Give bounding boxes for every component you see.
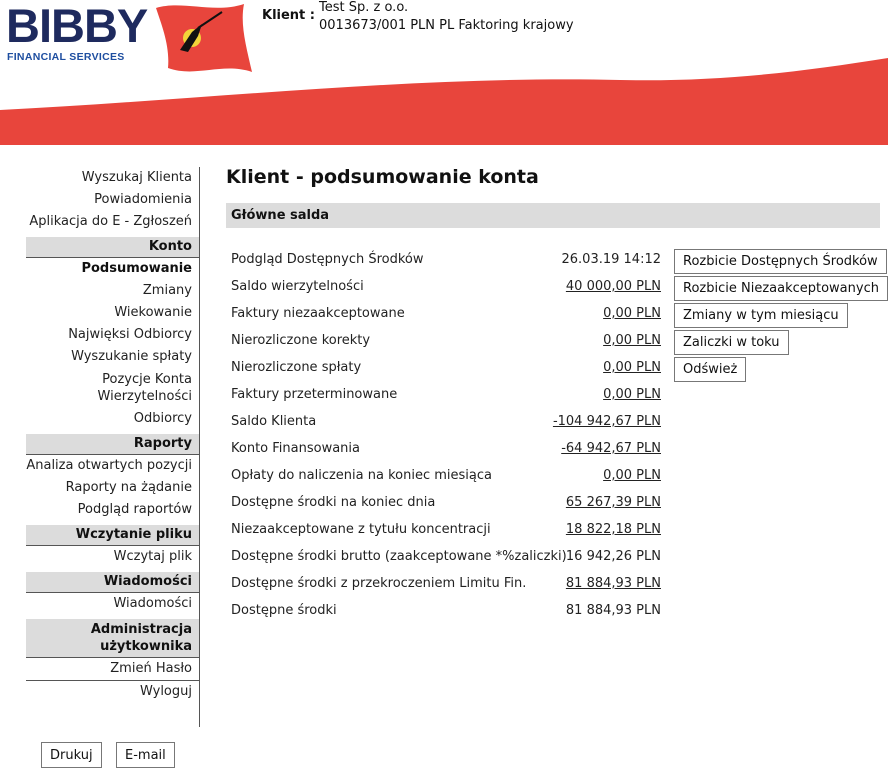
section-title: Główne salda [231,208,330,223]
balance-row [231,491,671,518]
balance-row [231,383,671,410]
balance-value: 81 884,93 PLN [565,603,661,618]
balance-value-link[interactable]: 65 267,39 PLN [565,495,661,510]
balance-value: 16 942,26 PLN [565,549,661,564]
sidebar-item-zmien-haslo[interactable]: Zmień Hasło [110,661,192,676]
changes-this-month-button[interactable]: Zmiany w tym miesiącu [674,303,848,328]
balance-label: Dostępne środki z przekroczeniem Limitu Fin. [231,576,527,591]
balance-label: Niezaakceptowane z tytułu koncentracji [231,522,491,537]
balance-row [231,464,671,491]
balance-row [231,356,671,383]
balance-row [231,275,671,302]
sidebar-item-wyszukanie-splaty[interactable]: Wyszukanie spłaty [71,349,192,364]
sidebar-item-aplikacja[interactable]: Aplikacja do E - Zgłoszeń [29,214,192,229]
client-label: Klient : [262,8,315,23]
sidebar-item-odbiorcy[interactable]: Odbiorcy [133,411,192,426]
balance-value-link[interactable]: 0,00 PLN [603,360,661,375]
balance-value-link[interactable]: 18 822,18 PLN [565,522,661,537]
refresh-button[interactable]: Odśwież [674,357,746,382]
balance-value: 26.03.19 14:12 [561,252,661,267]
sidebar-item-najwieksi-odbiorcy[interactable]: Najwięksi Odbiorcy [68,327,192,342]
balance-value-link[interactable]: 0,00 PLN [603,333,661,348]
balance-label: Saldo Klienta [231,414,317,429]
sidebar-section-konto: Konto [26,237,199,258]
sidebar-item-wiekowanie[interactable]: Wiekowanie [114,305,192,320]
balance-row [231,545,671,572]
action-buttons [674,249,888,384]
balance-label: Dostępne środki brutto (zaakceptowane *%zaliczki) [231,549,567,564]
sidebar-section-raporty: Raporty [26,434,199,455]
balance-row [231,599,671,626]
bibby-logo: BIBBY [6,0,148,52]
balance-label: Dostępne środki [231,603,337,618]
balances-table [231,248,671,626]
balance-label: Opłaty do naliczenia na koniec miesiąca [231,468,492,483]
balance-label: Faktury przeterminowane [231,387,398,402]
balance-value-link[interactable]: 81 884,93 PLN [565,576,661,591]
sidebar-item-raporty-na-zadanie[interactable]: Raporty na żądanie [65,480,192,495]
client-name: Test Sp. z o.o. [319,0,409,15]
sidebar-item-wczytaj-plik[interactable]: Wczytaj plik [113,549,192,564]
print-button[interactable]: Drukuj [41,742,102,768]
balance-row [231,248,671,275]
balance-value-link[interactable]: 0,00 PLN [603,306,661,321]
sidebar-item-powiadomienia[interactable]: Powiadomienia [94,192,192,207]
balance-row [231,302,671,329]
balance-value-link[interactable]: -104 942,67 PLN [552,414,661,429]
section-header [226,203,880,228]
logo-subtitle: FINANCIAL SERVICES [7,51,125,63]
sidebar-item-pozycje-konta[interactable]: Pozycje Konta Wierzytelności [97,372,192,404]
balance-label: Dostępne środki na koniec dnia [231,495,436,510]
balance-row [231,329,671,356]
sidebar-section-wiadomosci: Wiadomości [26,572,199,593]
balance-row [231,518,671,545]
balance-label: Saldo wierzytelności [231,279,364,294]
sidebar-section-administracja: Administracja użytkownika [26,619,199,658]
sidebar-nav [26,167,200,727]
breakdown-unaccepted-button[interactable]: Rozbicie Niezaakceptowanych [674,276,888,301]
sidebar-item-zmiany[interactable]: Zmiany [142,283,192,298]
logout-link[interactable]: Wyloguj [140,684,192,699]
balance-row [231,572,671,599]
sidebar-item-wiadomosci[interactable]: Wiadomości [113,596,192,611]
balance-label: Konto Finansowania [231,441,360,456]
sidebar-section-wczytanie: Wczytanie pliku [26,525,199,546]
balance-label: Nierozliczone spłaty [231,360,362,375]
balance-row [231,410,671,437]
balance-label: Nierozliczone korekty [231,333,371,348]
page-title: Klient - podsumowanie konta [226,166,539,188]
client-account: 0013673/001 PLN PL Faktoring krajowy [319,18,574,33]
balance-value-link[interactable]: 0,00 PLN [603,468,661,483]
sidebar-item-podglad-raportow[interactable]: Podgląd raportów [77,502,192,517]
balance-row [231,437,671,464]
balance-value-link[interactable]: 0,00 PLN [603,387,661,402]
advances-in-progress-button[interactable]: Zaliczki w toku [674,330,789,355]
flag-logo-icon [152,2,256,78]
balance-label: Podgląd Dostępnych Środków [231,252,424,267]
header [0,0,888,145]
balance-value-link[interactable]: -64 942,67 PLN [561,441,661,456]
sidebar-item-analiza[interactable]: Analiza otwartych pozycji [26,458,192,473]
sidebar-item-wyszukaj-klienta[interactable]: Wyszukaj Klienta [81,170,192,185]
breakdown-available-funds-button[interactable]: Rozbicie Dostępnych Środków [674,249,887,274]
balance-value-link[interactable]: 40 000,00 PLN [565,279,661,294]
sidebar-item-podsumowanie[interactable]: Podsumowanie [81,261,192,276]
balance-label: Faktury niezaakceptowane [231,306,405,321]
email-button[interactable]: E-mail [116,742,175,768]
